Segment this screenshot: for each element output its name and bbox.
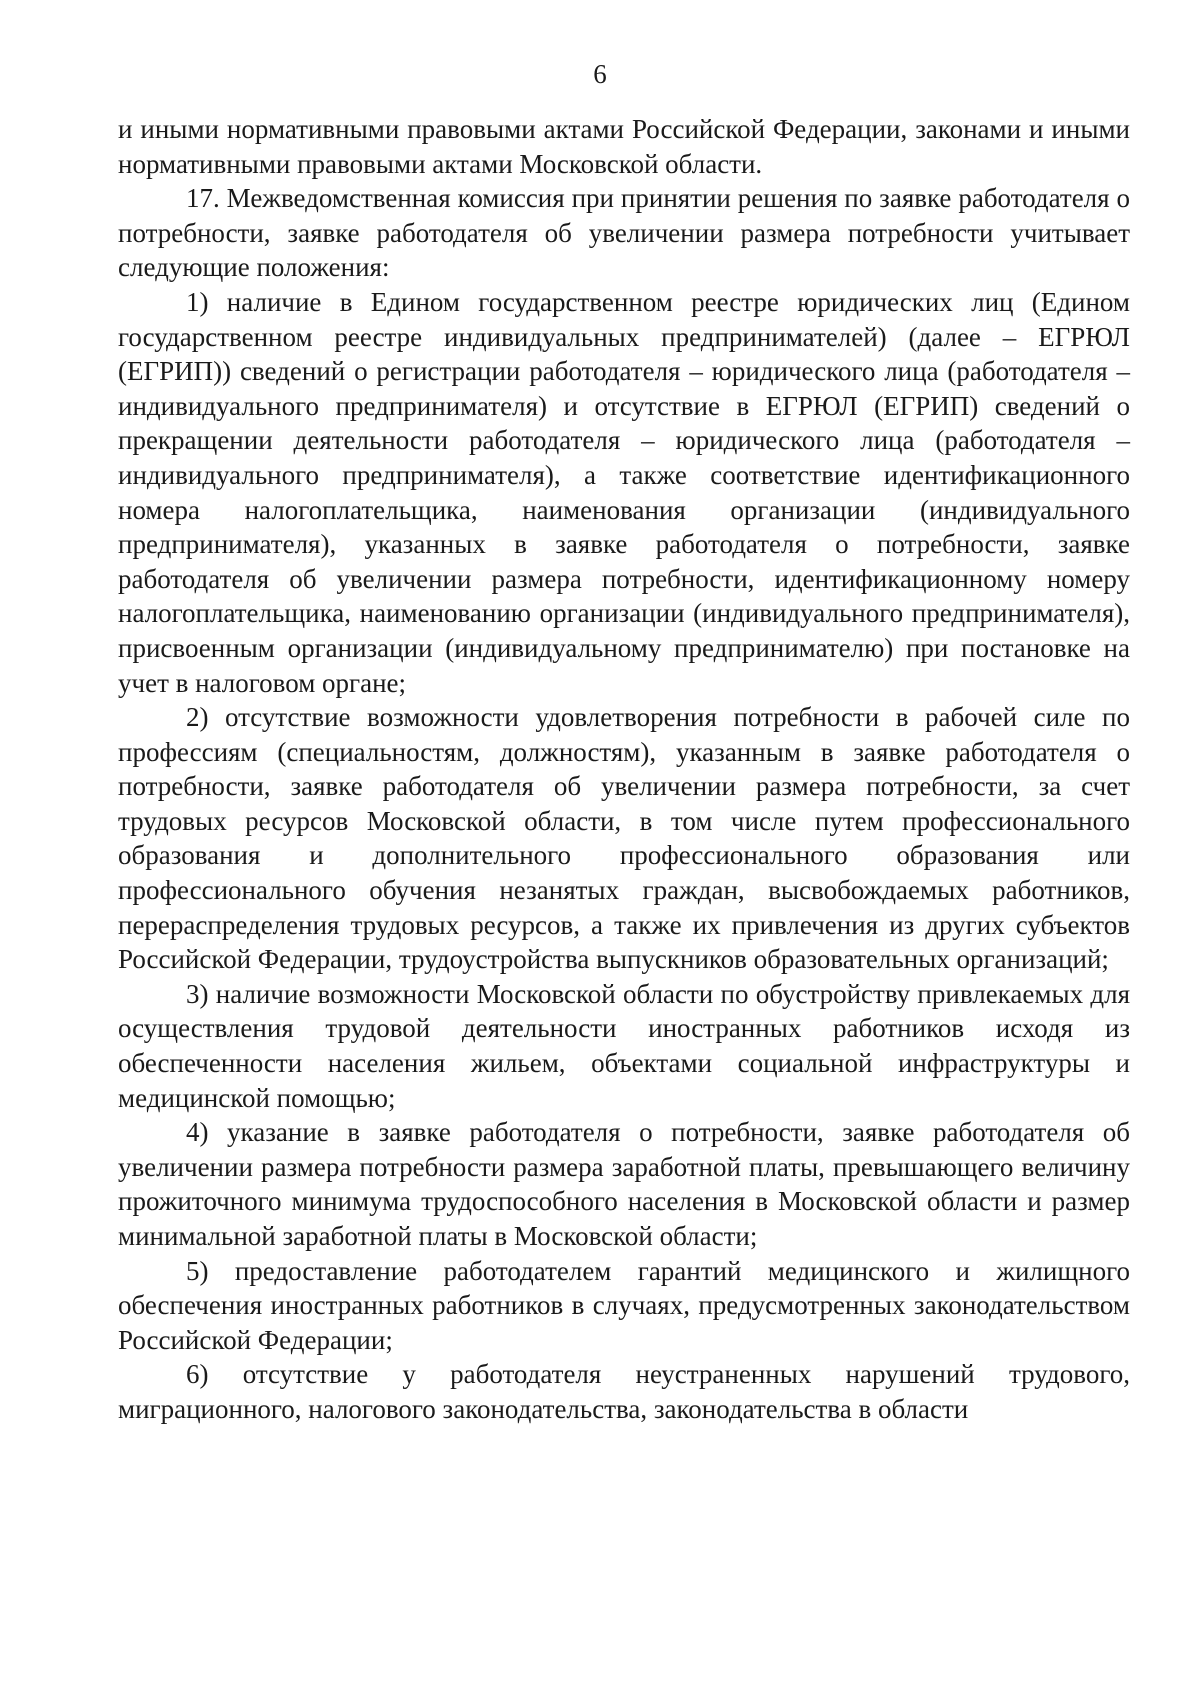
paragraph-continuation: и иными нормативными правовыми актами Российской Федерации, законами и иными нормативными правовыми актами Московской области. (118, 114, 1130, 179)
list-item-6: 6) отсутствие у работодателя неустраненных нарушений трудового, миграционного, налогового законодательства, законодательства в области (118, 1359, 1130, 1424)
list-item-3: 3) наличие возможности Московской области по обустройству привлекаемых для осуществления трудовой деятельности иностранных работников исходя из обеспеченности населения жильем, объектами социальной инфраструктуры и медицинской помощью; (118, 978, 1130, 1113)
list-item-5: 5) предоставление работодателем гарантий медицинского и жилищного обеспечения иностранных работников в случаях, предусмотренных законодательством Российской Федерации; (118, 1255, 1130, 1355)
list-item-2: 2) отсутствие возможности удовлетворения потребности в рабочей силе по профессиям (специальностям, должностям), указанным в заявке работодателя о потребности, заявке работодателя об увеличении размера потребности, за счет трудовых ресурсов Московской области, в том числе путем профессионального образования и дополнительного профессионального образования или профессионального обучения незанятых граждан, высвобождаемых работников, перераспределения трудовых ресурсов, а также их привлечения из других субъектов Российской Федерации, трудоустройства выпускников образовательных организаций; (118, 702, 1130, 975)
paragraph-item-17: 17. Межведомственная комиссия при принятии решения по заявке работодателя о потребности, заявке работодателя об увеличении размера потребности учитывает следующие положения: (118, 183, 1130, 283)
list-item-4: 4) указание в заявке работодателя о потребности, заявке работодателя об увеличении размера потребности размера заработной платы, превышающего величину прожиточного минимума трудоспособного населения в Московской области и размер минимальной заработной платы в Московской области; (118, 1117, 1130, 1251)
page-number: 6 (593, 59, 607, 89)
list-item-1: 1) наличие в Едином государственном реестре юридических лиц (Едином государственном реестре индивидуальных предпринимателей) (далее – ЕГРЮЛ (ЕГРИП)) сведений о регистрации работодателя – юридического лица (работодателя – индивидуального предпринимателя) и отсутствие в ЕГРЮЛ (ЕГРИП) сведений о прекращении деятельности работодателя – юридического лица (работодателя – индивидуального предпринимателя), а также соответствие идентификационного номера налогоплательщика, наименования организации (индивидуального предпринимателя), указанных в заявке работодателя о потребности, заявке работодателя об увеличении размера потребности, идентификационному номеру налогоплательщика, наименованию организации (индивидуального предпринимателя), присвоенным организации (индивидуальному предпринимателю) при постановке на учет в налоговом органе; (118, 286, 1130, 698)
document-body (118, 112, 1130, 1427)
